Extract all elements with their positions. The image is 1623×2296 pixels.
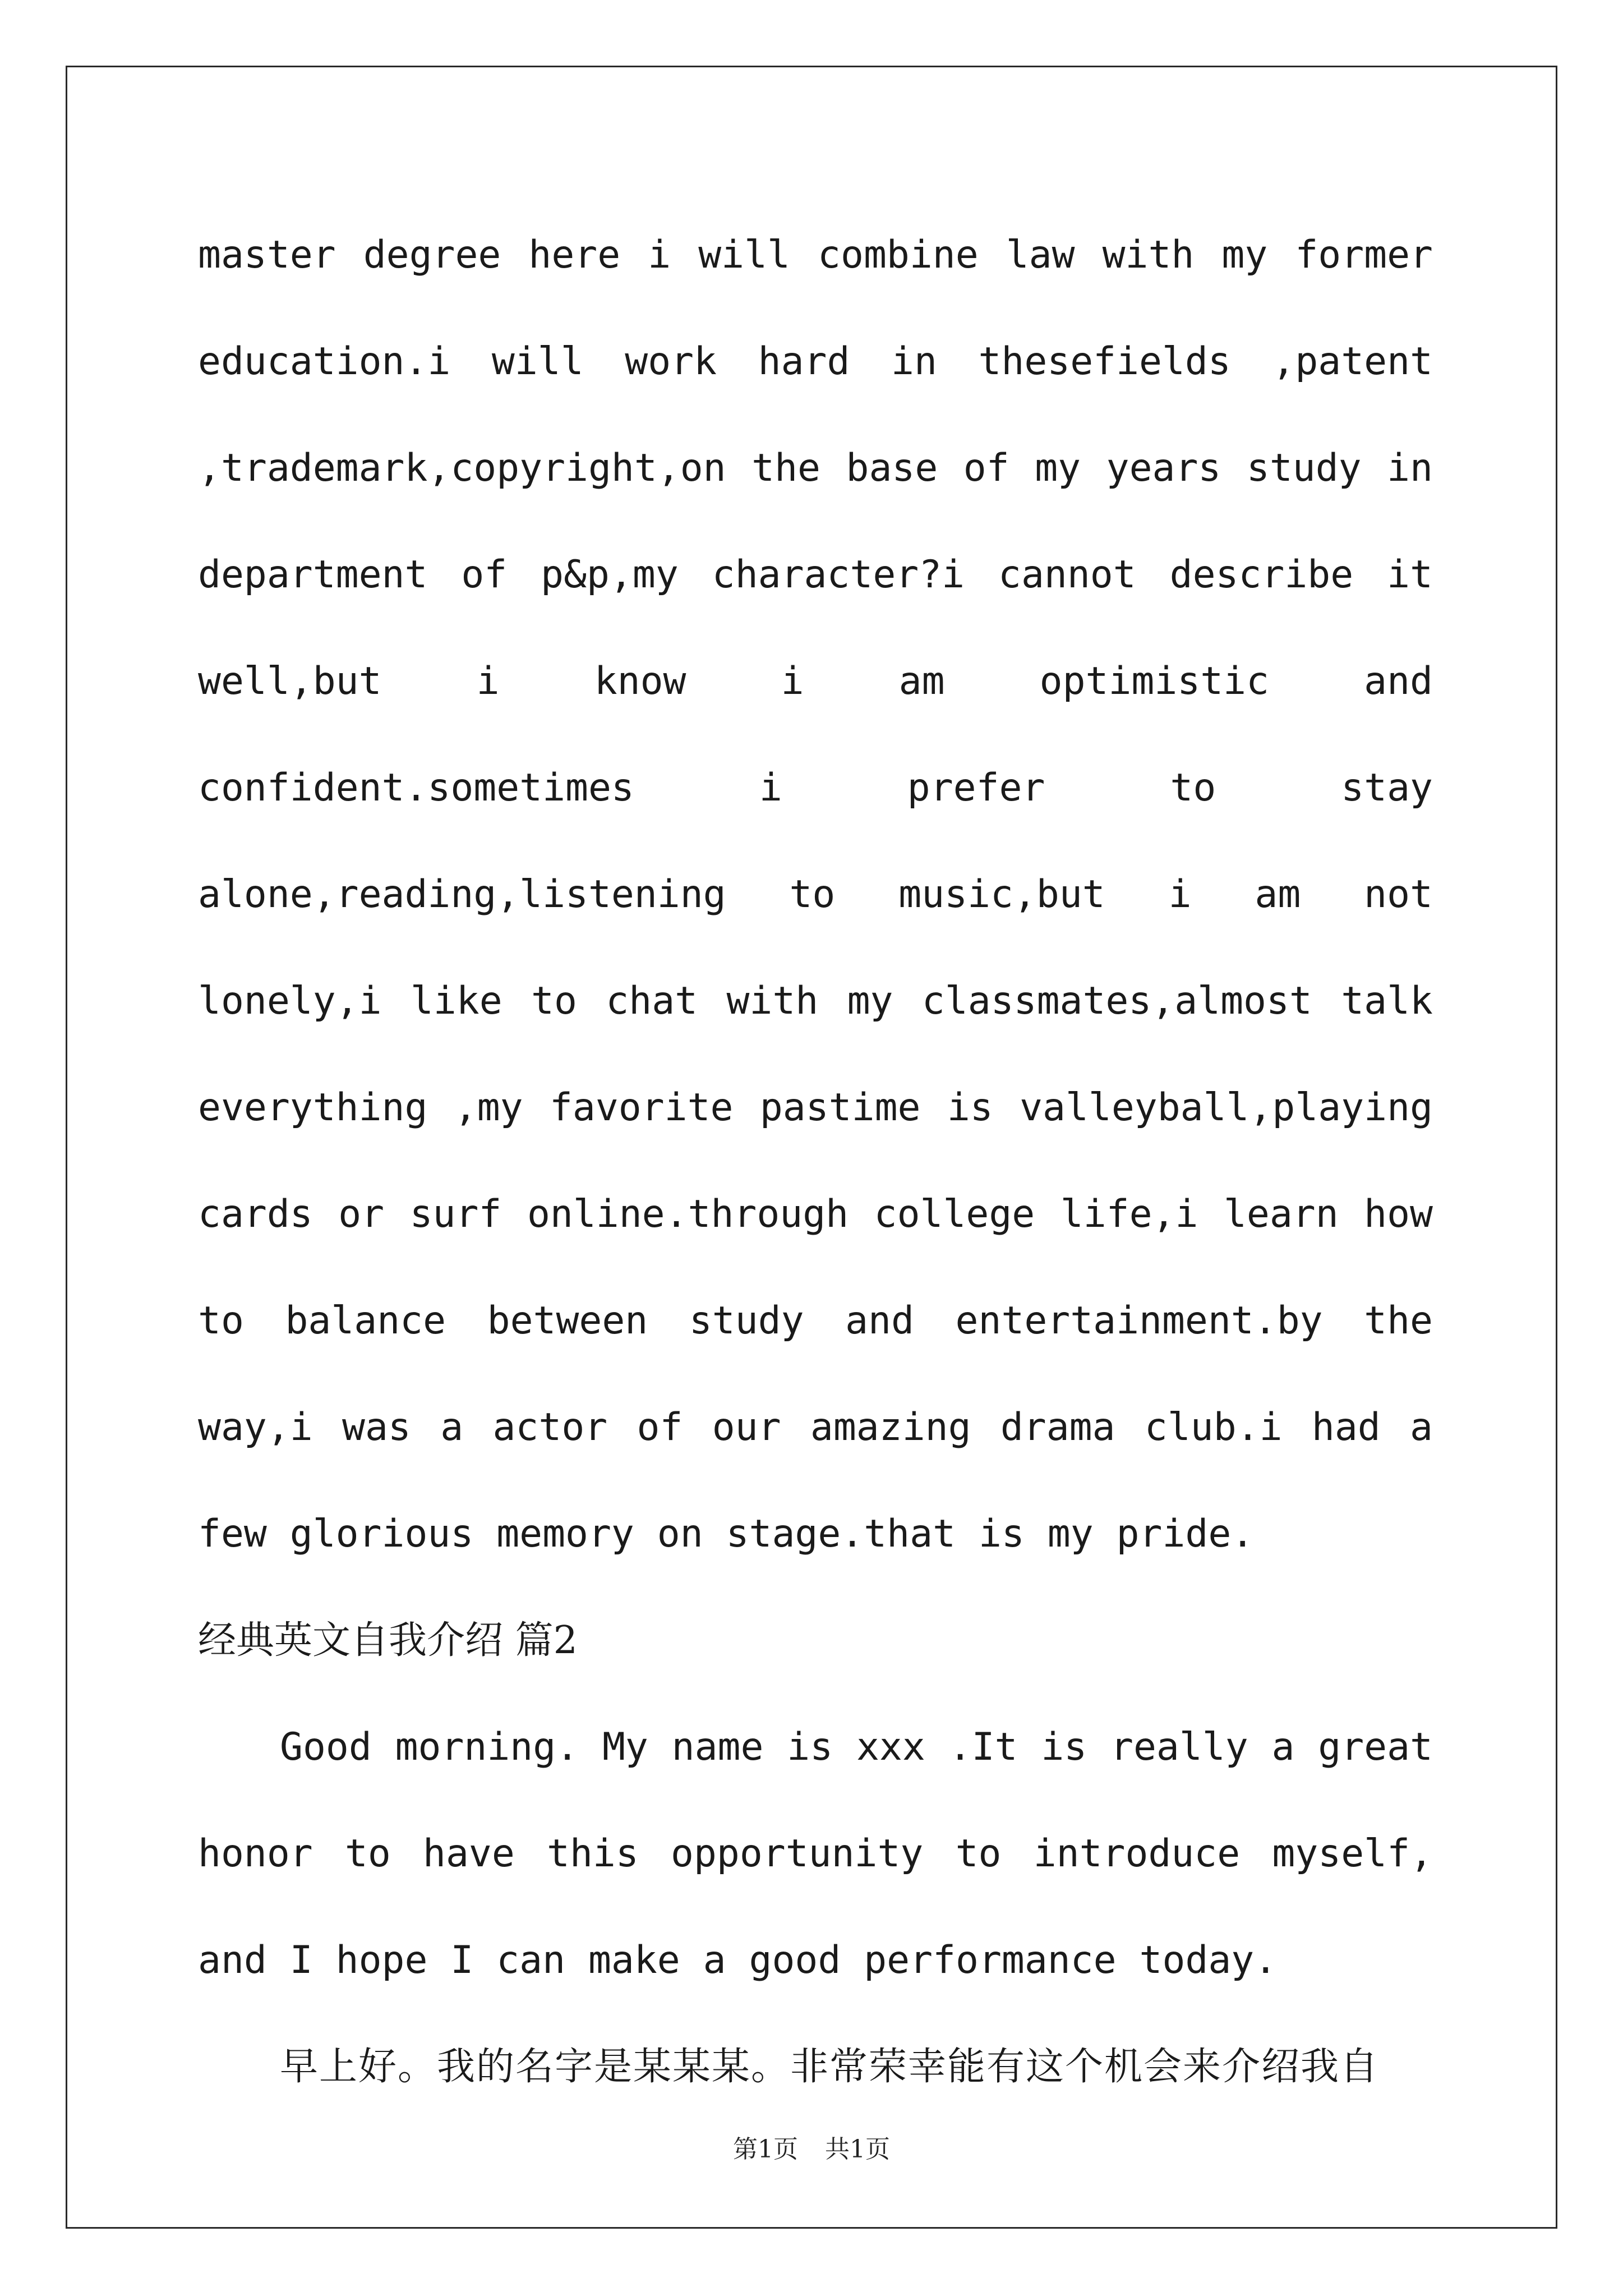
body-paragraph-1: master degree here i will combine law with my former education.i will work hard in thesefields ,patent ,trademark,copyright,on the base of my years study in department of p&p,my character?i cannot describe it well,but i know i am optimistic and confident.sometimes i prefer to stay alone,reading,listening to music,but i am not lonely,i like to chat with my classmates,almost talk everything ,my favorite pastime is valleyball,playing cards or surf online.through college life,i learn how to balance between study and entertainment.by the way,i was a actor of our amazing drama club.i had a few glorious memory on stage.that is my pride. <box>198 233 1433 1556</box>
document-body <box>198 202 1433 2120</box>
body-paragraph-3: 早上好。我的名字是某某某。非常荣幸能有这个机会来介绍我自 <box>280 2045 1380 2089</box>
body-paragraph-2: Good morning. My name is xxx .It is really a great honor to have this opportunity to introduce myself, and I hope I can make a good performance today. <box>198 1725 1433 1982</box>
page-footer <box>0 2129 1623 2165</box>
page-number: 第1页 <box>733 2135 798 2164</box>
section-heading: 经典英文自我介绍 篇2 <box>198 1618 578 1663</box>
page-total: 共1页 <box>825 2135 890 2164</box>
